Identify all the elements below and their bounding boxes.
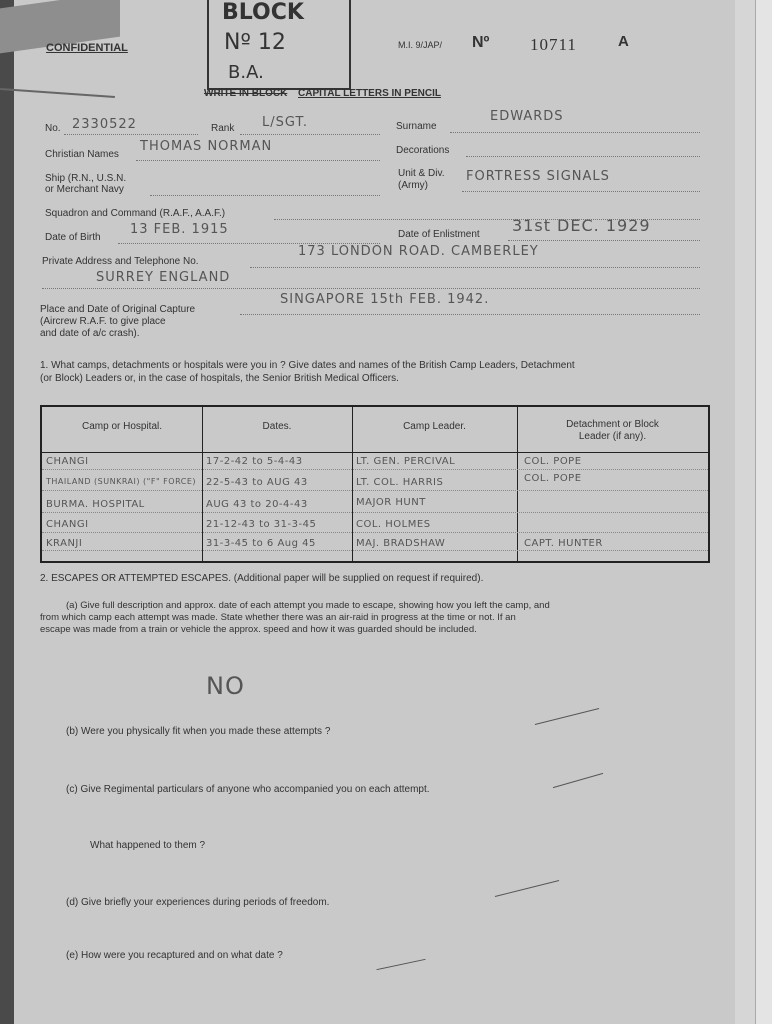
enlistment-value: 31st DEC. 1929: [512, 216, 651, 235]
unit-label-2: (Army): [398, 180, 428, 191]
address-line-2: [42, 288, 700, 289]
question-1-line-2: (or Block) Leaders or, in the case of hospitals, the Senior British Medical Officers.: [40, 373, 399, 384]
row-line: [42, 469, 708, 470]
enlistment-line: [508, 240, 700, 241]
rank-value: L/SGT.: [262, 115, 309, 130]
col-header-block-2: Leader (if any).: [578, 431, 647, 442]
enlistment-label: Date of Enlistment: [398, 229, 480, 240]
dob-label: Date of Birth: [45, 232, 101, 243]
block-stamp-label: BLOCK: [222, 0, 304, 25]
service-no-label: No.: [45, 123, 61, 134]
decorations-label: Decorations: [396, 145, 450, 156]
col-header-dates: Dates.: [262, 421, 292, 432]
cell-leader: MAJ. BRADSHAW: [356, 538, 446, 549]
cell-leader: LT. COL. HARRIS: [356, 477, 444, 488]
question-2a-line-2: from which camp each attempt was made. State whether there was an air-raid in progress at the time or not. If an: [40, 612, 516, 623]
address-value-1: 173 LONDON ROAD. CAMBERLEY: [298, 244, 539, 259]
document-number: 10711: [530, 35, 577, 54]
unit-label-1: Unit & Div.: [398, 168, 445, 179]
address-label: Private Address and Telephone No.: [42, 256, 199, 267]
rank-line: [240, 134, 380, 135]
dob-value: 13 FEB. 1915: [130, 222, 229, 237]
ship-label-2: or Merchant Navy: [45, 184, 124, 195]
capture-label-1: Place and Date of Original Capture: [40, 304, 196, 315]
cell-block: COL. POPE: [524, 456, 582, 467]
background-edge: [0, 0, 14, 1024]
cell-camp: CHANGI: [46, 456, 89, 467]
question-2e: (e) How were you recaptured and on what date ?: [66, 950, 283, 961]
surname-value: EDWARDS: [490, 109, 564, 124]
cell-camp: THAILAND (SUNKRAI) ("F" FORCE): [46, 477, 196, 486]
row-line: [42, 512, 708, 513]
surname-label: Surname: [396, 121, 437, 132]
ship-line: [150, 195, 380, 196]
rank-label: Rank: [211, 123, 235, 134]
row-line: [42, 532, 708, 533]
cell-leader: COL. HOLMES: [356, 519, 431, 530]
cell-dates: AUG 43 to 20-4-43: [206, 499, 308, 510]
question-2c-followup: What happened to them ?: [90, 840, 206, 851]
unit-value: FORTRESS SIGNALS: [466, 169, 610, 184]
decorations-line: [466, 156, 700, 157]
christian-names-label: Christian Names: [45, 149, 119, 160]
question-2a-line-1: (a) Give full description and approx. date of each attempt you made to escape, showing how you left the camp, and: [66, 600, 550, 611]
cell-camp: KRANJI: [46, 538, 83, 549]
question-2c: (c) Give Regimental particulars of anyone who accompanied you on each attempt.: [66, 784, 430, 795]
cell-dates: 21-12-43 to 31-3-45: [206, 519, 317, 530]
address-value-2: SURREY ENGLAND: [96, 270, 231, 285]
col-header-camp: Camp or Hospital.: [81, 421, 163, 432]
cell-dates: 31-3-45 to 6 Aug 45: [206, 538, 316, 549]
block-stamp-number: Nº 12: [224, 30, 286, 55]
cell-leader: LT. GEN. PERCIVAL: [356, 456, 456, 467]
christian-names-line: [136, 160, 380, 161]
question-2a-answer: NO: [206, 672, 245, 700]
capture-label-2: (Aircrew R.A.F. to give place: [40, 316, 166, 327]
question-2-title: 2. ESCAPES OR ATTEMPTED ESCAPES. (Additional paper will be supplied on request if required).: [40, 573, 484, 584]
service-no-value: 2330522: [72, 117, 137, 132]
question-2d: (d) Give briefly your experiences during periods of freedom.: [66, 897, 330, 908]
address-line-1: [250, 267, 700, 268]
cell-dates: 22-5-43 to AUG 43: [206, 477, 308, 488]
instruction-struck: WRITE IN BLOCK: [204, 88, 288, 99]
cell-camp: CHANGI: [46, 519, 89, 530]
camps-table: [40, 405, 710, 563]
row-line: [42, 550, 708, 551]
question-1-line-1: 1. What camps, detachments or hospitals were you in ? Give dates and names of the British Camp Leaders, Detachment: [40, 360, 575, 371]
document-suffix: A: [618, 33, 629, 50]
number-label: Nº: [472, 34, 490, 51]
service-no-line: [64, 134, 198, 135]
cell-block: CAPT. HUNTER: [524, 538, 603, 549]
instruction-text: CAPITAL LETTERS IN PENCIL: [298, 88, 441, 99]
col-header-leader: Camp Leader.: [403, 421, 466, 432]
christian-names-value: THOMAS NORMAN: [140, 139, 273, 154]
question-2a-line-3: escape was made from a train or vehicle the approx. speed and how it was guarded should be included.: [40, 624, 477, 635]
squadron-label: Squadron and Command (R.A.F., A.A.F.): [45, 208, 226, 219]
cell-camp: BURMA. HOSPITAL: [46, 499, 145, 510]
surname-line: [450, 132, 700, 133]
cell-dates: 17-2-42 to 5-4-43: [206, 456, 303, 467]
capture-line: [240, 314, 700, 315]
page-stack-edge: [755, 0, 772, 1024]
block-stamp-ba: B.A.: [228, 62, 264, 83]
confidential-label: CONFIDENTIAL: [46, 42, 128, 54]
unit-line: [462, 191, 700, 192]
cell-leader: MAJOR HUNT: [356, 497, 426, 508]
col-header-block-1: Detachment or Block: [566, 419, 659, 430]
row-line: [42, 490, 708, 491]
question-2b: (b) Were you physically fit when you made these attempts ?: [66, 726, 331, 737]
mi-reference: M.I. 9/JAP/: [398, 40, 443, 50]
capture-label-3: and date of a/c crash).: [40, 328, 140, 339]
cell-block: COL. POPE: [524, 473, 582, 484]
capture-value: SINGAPORE 15th FEB. 1942.: [280, 292, 490, 307]
ship-label-1: Ship (R.N., U.S.N.: [45, 173, 127, 184]
